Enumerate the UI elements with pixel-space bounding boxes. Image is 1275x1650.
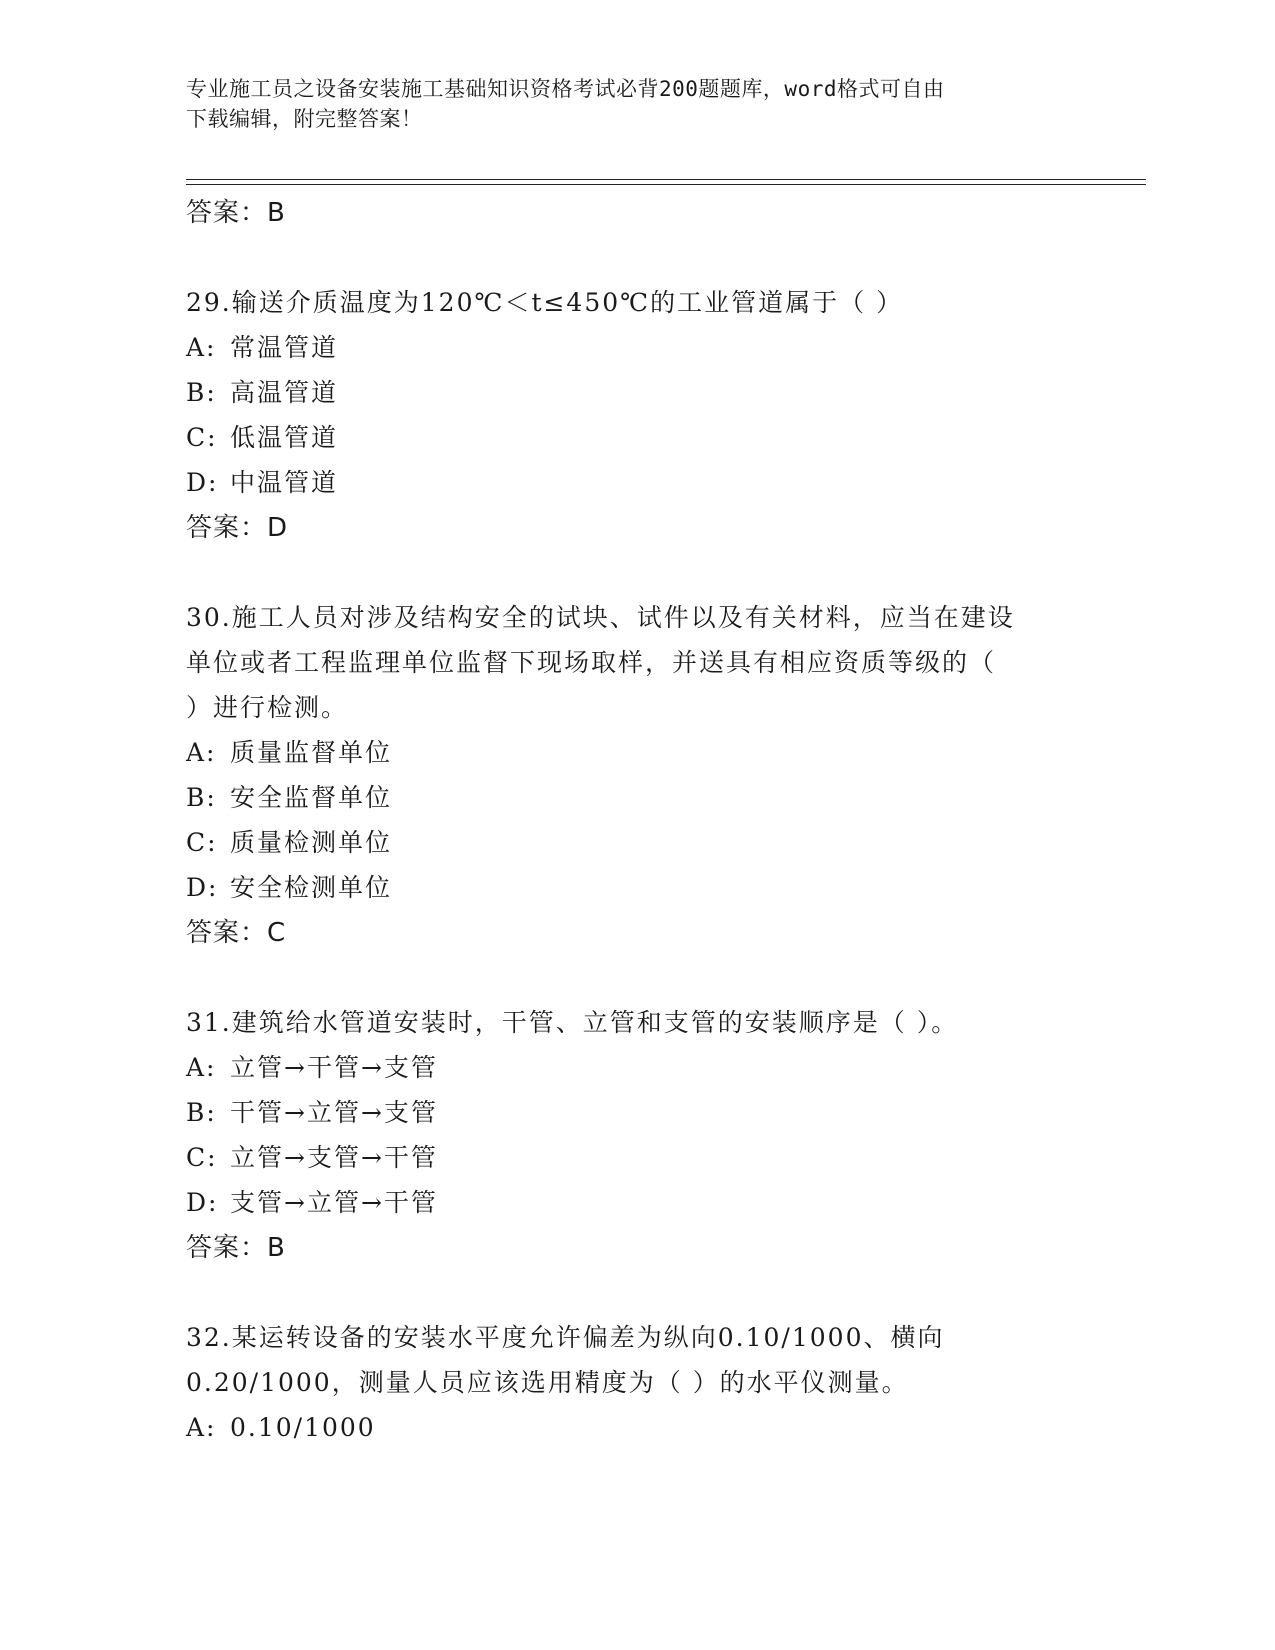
question-stem-line-2: 单位或者工程监理单位监督下现场取样，并送具有相应资质等级的（ [186,648,997,677]
question-stem: 29.输送介质温度为120℃＜t≤450℃的工业管道属于（ ） [186,288,904,317]
answer-line: 答案：D [186,513,289,543]
document-header [186,74,1066,134]
question-31 [186,1000,1086,1271]
option-a [186,325,1086,370]
option-label: C: [186,1143,218,1172]
option-label: B: [186,378,217,407]
option-text: 支管→立管→干管 [230,1188,438,1217]
option-text: 干管→立管→支管 [230,1098,438,1127]
option-label: D: [186,873,219,902]
option-label: A: [186,1053,217,1082]
question-stem-line-1: 32.某运转设备的安装水平度允许偏差为纵向0.10/1000、横向 [186,1323,945,1352]
option-b [186,1090,1086,1135]
option-b [186,370,1086,415]
question-29 [186,280,1086,551]
option-text: 0.10/1000 [230,1413,376,1442]
option-b [186,775,1086,820]
option-text: 立管→支管→干管 [230,1143,438,1172]
previous-answer: 答案：B [186,198,286,228]
option-label: C: [186,828,218,857]
question-stem-line-1: 30.施工人员对涉及结构安全的试块、试件以及有关材料，应当在建设 [186,603,1015,632]
question-stem-line-2: 0.20/1000，测量人员应该选用精度为（ ）的水平仪测量。 [186,1368,909,1397]
option-text: 低温管道 [230,423,339,452]
answer-line: 答案：C [186,918,287,948]
question-list [186,190,1086,1450]
option-text: 安全监督单位 [230,783,393,812]
option-d [186,1180,1086,1225]
option-label: A: [186,333,217,362]
option-text: 常温管道 [230,333,339,362]
header-rule-top [186,179,1146,180]
header-line-2: 下载编辑，附完整答案！ [186,107,423,131]
option-text: 中温管道 [230,468,339,497]
option-a [186,730,1086,775]
answer-line: 答案：B [186,1233,286,1263]
question-32 [186,1315,1086,1450]
option-text: 立管→干管→支管 [230,1053,438,1082]
option-label: B: [186,1098,217,1127]
option-c [186,415,1086,460]
header-line-1: 专业施工员之设备安装施工基础知识资格考试必背200题题库，word格式可自由 [186,77,945,101]
header-rule-bottom [186,184,1146,185]
option-a [186,1405,1086,1450]
option-label: C: [186,423,218,452]
option-label: D: [186,468,219,497]
option-label: B: [186,783,217,812]
option-text: 质量监督单位 [230,738,393,767]
option-label: A: [186,1413,217,1442]
question-stem: 31.建筑给水管道安装时，干管、立管和支管的安装顺序是（ ）。 [186,1008,959,1037]
option-text: 安全检测单位 [230,873,393,902]
option-d [186,865,1086,910]
option-label: A: [186,738,217,767]
option-c [186,1135,1086,1180]
option-label: D: [186,1188,219,1217]
option-text: 高温管道 [230,378,339,407]
question-stem-line-3: ）进行检测。 [186,693,349,722]
option-c [186,820,1086,865]
option-d [186,460,1086,505]
question-30 [186,595,1086,956]
option-text: 质量检测单位 [230,828,393,857]
option-a [186,1045,1086,1090]
